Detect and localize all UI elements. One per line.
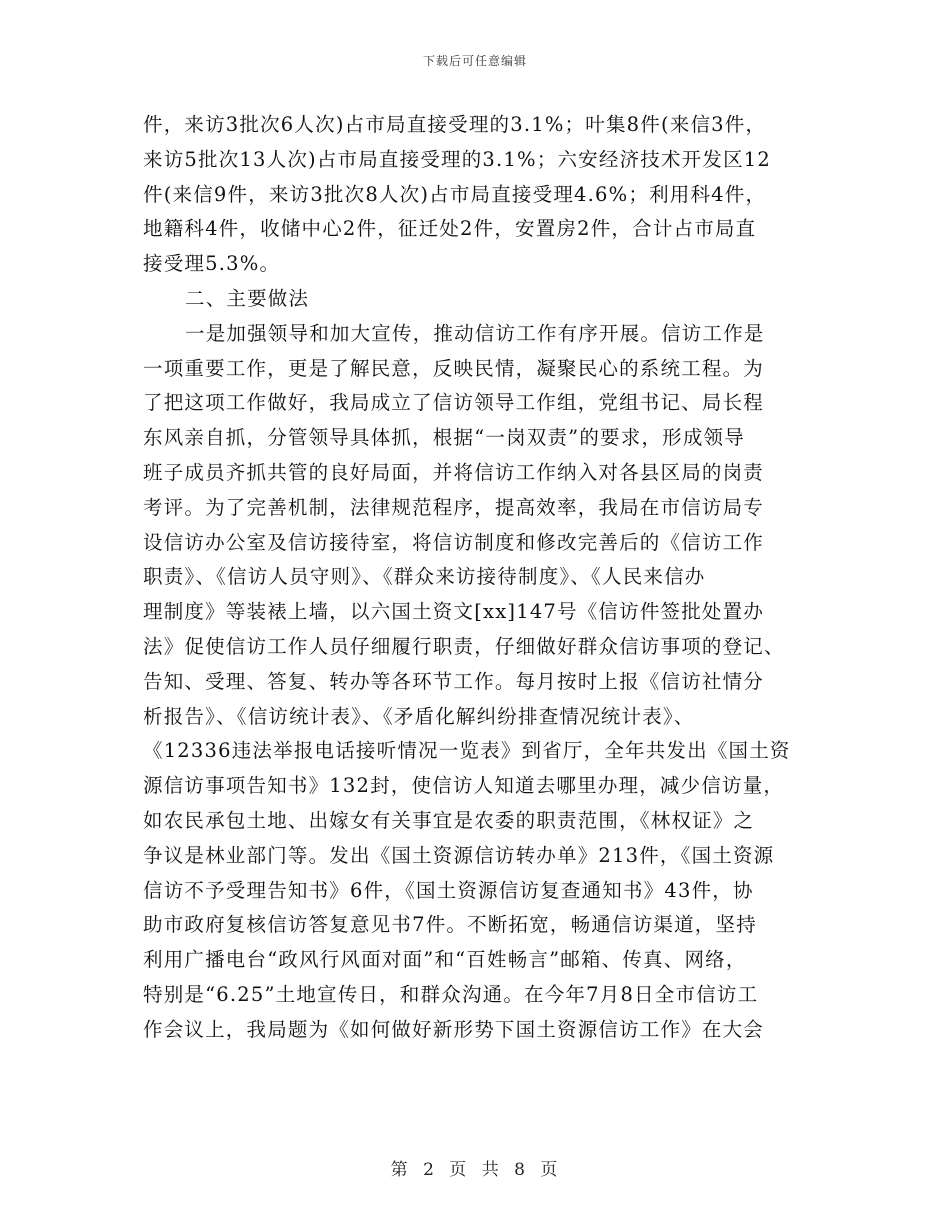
body-line: 《12336违法举报电话接听情况一览表》到省厅，全年共发出《国土资 — [143, 739, 791, 763]
page-header: 下载后可任意编辑 — [422, 54, 527, 68]
body-line: 助市政府复核信访答复意见书7件。不断拓宽，畅通信访渠道，坚持 — [143, 913, 757, 937]
body-line: 设信访办公室及信访接待室，将信访制度和修改完善后的《信访工作 — [143, 530, 765, 554]
body-line: 特别是“6.25”土地宣传日，和群众沟通。在今年7月8日全市信访工 — [143, 982, 759, 1006]
body-line: 析报告》、《信访统计表》、《矛盾化解纠纷排查情况统计表》、 — [143, 704, 695, 728]
section-heading: 二、主要做法 — [185, 286, 310, 310]
body-line: 利用广播电台“政风行风面对面”和“百姓畅言”邮箱、传真、网络， — [143, 948, 747, 972]
body-line: 职责》、《信访人员守则》、《群众来访接待制度》、《人民来信办 — [143, 565, 706, 589]
page-footer: 第 2 页 共 8 页 — [390, 1160, 560, 1180]
body-line: 争议是林业部门等。发出《国土资源信访转办单》213件，《国土资源 — [143, 843, 775, 867]
paragraph-start-line: 一是加强领导和加大宣传，推动信访工作有序开展。信访工作是 — [185, 321, 765, 345]
body-line: 东风亲自抓，分管领导具体抓，根据“一岗双责”的要求，形成领导 — [143, 426, 745, 450]
document-body — [143, 108, 807, 1048]
body-line: 源信访事项告知书》132封，使信访人知道去哪里办理，减少信访量， — [143, 774, 785, 798]
body-line: 接受理5.3%。 — [143, 252, 281, 276]
body-line: 一项重要工作，更是了解民意，反映民情，凝聚民心的系统工程。为 — [143, 356, 765, 380]
body-line: 班子成员齐抓共管的良好局面，并将信访工作纳入对各县区局的岗责 — [143, 460, 765, 484]
body-line: 信访不予受理告知书》6件，《国土资源信访复查通知书》43件，协 — [143, 878, 754, 902]
body-line: 来访5批次13人次)占市局直接受理的3.1%；六安经济技术开发区12 — [143, 147, 771, 171]
body-line: 地籍科4件，收储中心2件，征迁处2件，安置房2件，合计占市局直 — [143, 217, 757, 241]
body-line: 告知、受理、答复、转办等各环节工作。每月按时上报《信访社情分 — [143, 669, 765, 693]
body-line: 件(来信9件，来访3批次8人次)占市局直接受理4.6%；利用科4件， — [143, 182, 767, 206]
body-line: 了把这项工作做好，我局成立了信访领导工作组，党组书记、局长程 — [143, 391, 765, 415]
body-line: 件，来访3批次6人次)占市局直接受理的3.1%；叶集8件(来信3件， — [143, 113, 767, 136]
body-line: 法》促使信访工作人员仔细履行职责，仔细做好群众信访事项的登记、 — [143, 634, 785, 658]
body-line: 如农民承包土地、出嫁女有关事宜是农委的职责范围，《林权证》之 — [143, 808, 755, 832]
body-line: 理制度》等装裱上墙，以六国土资文[xx]147号《信访件签批处置办 — [143, 600, 765, 624]
body-line: 作会议上，我局题为《如何做好新形势下国土资源信访工作》在大会 — [143, 1017, 765, 1041]
body-line: 考评。为了完善机制，法律规范程序，提高效率，我局在市信访局专 — [143, 495, 765, 519]
